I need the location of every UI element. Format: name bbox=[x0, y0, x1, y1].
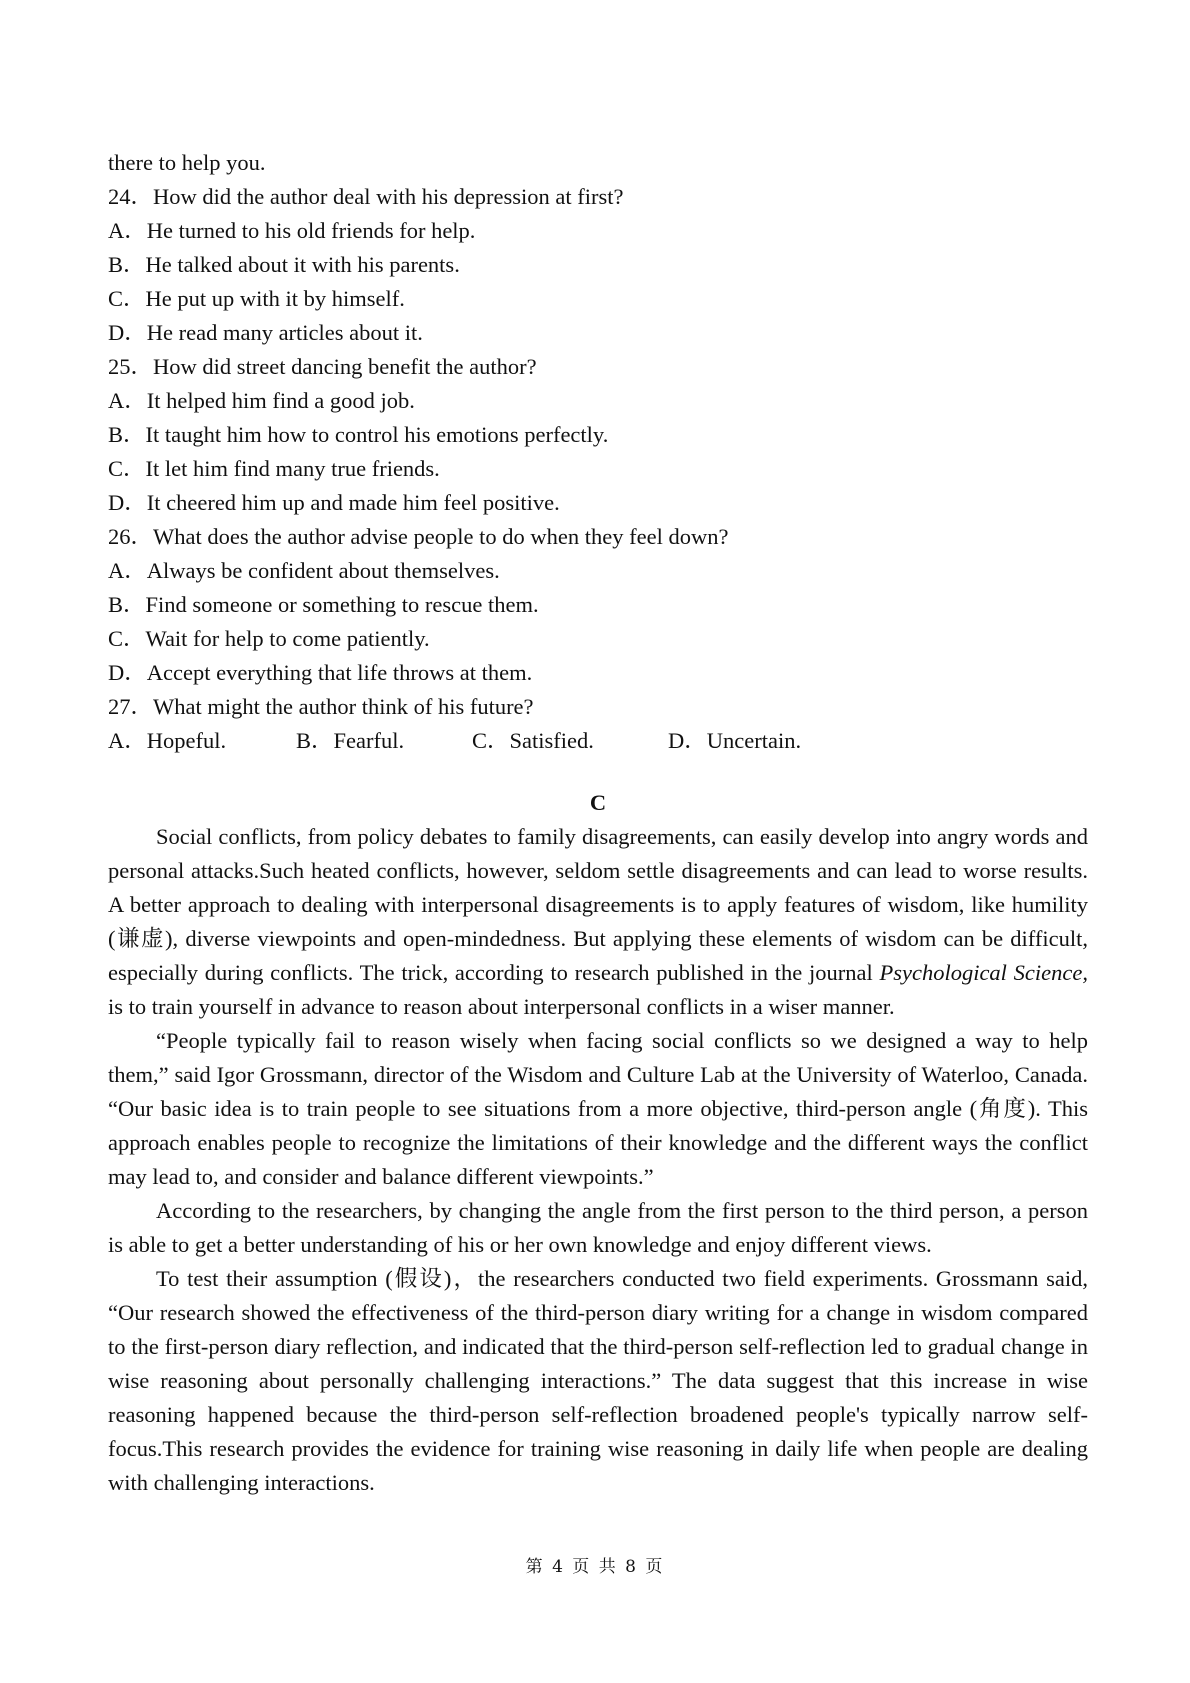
options-row bbox=[108, 724, 1088, 758]
passage-paragraph-1 bbox=[108, 820, 1088, 1024]
question-27 bbox=[108, 690, 1088, 758]
question-24 bbox=[108, 180, 1088, 350]
passage-paragraph-4: To test their assumption (假设)，the researchers conducted two field experiments. Grossmann said, “Our research showed the effectiveness of the third-person diary writing for a change in wisdom compared to the first-person diary reflection, and indicated that the third-person self-reflection led to gradual change in wise reasoning about personally challenging interactions.” The data suggest that this increase in wise reasoning happened because the third-person self-reflection broadened people's typically narrow self-focus.This research provides the evidence for training wise reasoning in daily life when people are dealing with challenging interactions. bbox=[108, 1266, 1088, 1495]
section-title: C bbox=[589, 790, 607, 815]
journal-name: Psychological Science, bbox=[879, 960, 1088, 985]
option-d: D．It cheered him up and made him feel positive. bbox=[108, 490, 560, 515]
paragraph-text: Social conflicts, from policy debates to family disagreements, can easily develop into angry words and personal attacks.Such heated conflicts, however, seldom settle disagreements and can lead to worse results. A better approach to dealing with interpersonal disagreements is to apply features of wisdom, like humility (谦虚), diverse viewpoints and open-mindedness. But applying these elements of wisdom can be difficult, especially during conflicts. The trick, according to research published in the journal bbox=[108, 824, 1088, 985]
passage-paragraph-2: “People typically fail to reason wisely when facing social conflicts so we designed a way to help them,” said Igor Grossmann, director of the Wisdom and Culture Lab at the University of Waterloo, Canada. “Our basic idea is to train people to see situations from a more objective, third-person angle (角度). This approach enables people to recognize the limitations of their knowledge and the different ways the conflict may lead to, and consider and balance different viewpoints.” bbox=[108, 1028, 1088, 1189]
question-stem: 27．What might the author think of his future? bbox=[108, 694, 534, 719]
option-d: D．Uncertain. bbox=[668, 728, 802, 753]
option-d: D．Accept everything that life throws at them. bbox=[108, 660, 533, 685]
option-d: D．He read many articles about it. bbox=[108, 320, 423, 345]
option-a: A．He turned to his old friends for help. bbox=[108, 218, 476, 243]
option-c: C．He put up with it by himself. bbox=[108, 286, 405, 311]
paragraph-text: is to train yourself in advance to reason about interpersonal conflicts in a wiser manner. bbox=[108, 994, 895, 1019]
option-b: B．He talked about it with his parents. bbox=[108, 252, 460, 277]
option-a: A．It helped him find a good job. bbox=[108, 388, 415, 413]
question-stem: 24．How did the author deal with his depression at first? bbox=[108, 184, 624, 209]
question-25 bbox=[108, 350, 1088, 520]
option-b: B．Fearful. bbox=[296, 728, 405, 753]
option-b: B．Find someone or something to rescue them. bbox=[108, 592, 539, 617]
question-stem: 26．What does the author advise people to do when they feel down? bbox=[108, 524, 729, 549]
exam-page bbox=[108, 146, 1088, 1500]
option-c: C．Wait for help to come patiently. bbox=[108, 626, 430, 651]
option-a: A．Always be confident about themselves. bbox=[108, 558, 500, 583]
page-footer: 第 4 页 共 8 页 bbox=[525, 1557, 665, 1577]
option-a: A．Hopeful. bbox=[108, 728, 227, 753]
continuation-text: there to help you. bbox=[108, 150, 266, 175]
option-c: C．It let him find many true friends. bbox=[108, 456, 440, 481]
option-b: B．It taught him how to control his emotions perfectly. bbox=[108, 422, 609, 447]
question-stem: 25．How did street dancing benefit the author? bbox=[108, 354, 537, 379]
option-c: C．Satisfied. bbox=[472, 728, 594, 753]
question-26 bbox=[108, 520, 1088, 690]
passage-paragraph-3: According to the researchers, by changing the angle from the first person to the third person, a person is able to get a better understanding of his or her own knowledge and enjoy different views. bbox=[108, 1198, 1088, 1257]
